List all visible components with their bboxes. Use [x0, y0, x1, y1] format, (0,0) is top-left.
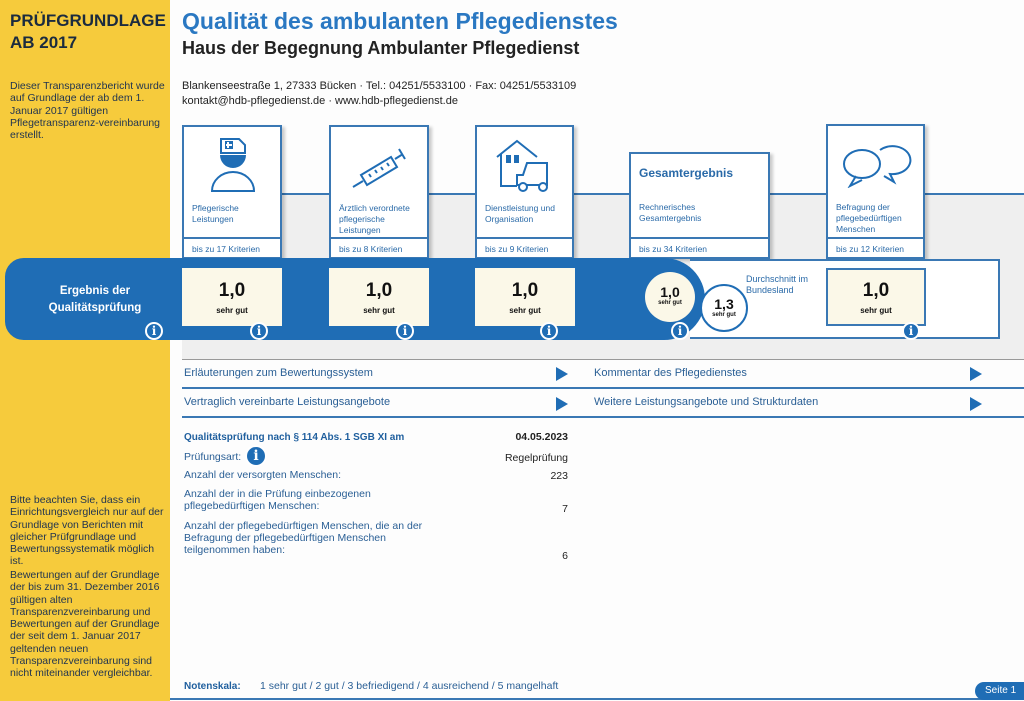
page-number-badge: Seite 1	[975, 682, 1024, 700]
card-label: Ärztlich verordnete pflegerische Leistungen	[339, 203, 410, 235]
inspection-type-value: Regelprüfung	[504, 452, 568, 464]
arrow-right-icon[interactable]	[556, 397, 568, 411]
survey-value: 6	[562, 550, 568, 562]
grade-value: 1,0	[660, 284, 680, 300]
sidebar-note: Bitte beachten Sie, dass ein Einrichtungsvergleich nur auf der Grundlage von Berichten mit gleicher Prüfgrundlage und Bewertungssystematik möglich ist.	[10, 494, 164, 568]
result-label: Ergebnis der Qualitätsprüfung	[48, 285, 142, 314]
card-befragung	[826, 124, 925, 259]
heading-line: PRÜFGRUNDLAGE	[10, 11, 166, 30]
arrow-right-icon[interactable]	[970, 397, 982, 411]
info-icon[interactable]: i	[250, 322, 268, 340]
info-icon[interactable]: i	[145, 322, 163, 340]
card-pflegerische-leistungen	[182, 125, 282, 259]
overall-grade-circle	[645, 272, 695, 322]
card-dienstleistung-organisation	[475, 125, 574, 259]
card-criteria: bis zu 12 Kriterien	[828, 237, 923, 257]
card-gesamtergebnis	[629, 152, 770, 259]
address: Blankenseestraße 1, 27333 Bücken · Tel.: 04251/5533100 · Fax: 04251/5533109	[182, 80, 577, 92]
grade-text: sehr gut	[860, 306, 892, 315]
info-icon[interactable]: i	[540, 322, 558, 340]
grade-text: sehr gut	[216, 306, 248, 315]
inspection-heading: Qualitätsprüfung nach § 114 Abs. 1 SGB XI am	[184, 432, 405, 443]
grade-box-befragung	[826, 268, 926, 326]
info-icon[interactable]: i	[245, 445, 267, 467]
grade-value: 1,0	[218, 280, 246, 301]
sidebar-heading	[10, 10, 166, 54]
syringe-icon	[349, 145, 413, 191]
grade-text: sehr gut	[363, 306, 395, 315]
link-leistungsangebote[interactable]: Vertraglich vereinbarte Leistungsangebote	[184, 396, 391, 408]
heading-line: AB 2017	[10, 33, 78, 52]
scale-label: Notenskala:	[184, 681, 241, 692]
card-label: Befragung der pflegebedürftigen Menschen	[836, 202, 902, 234]
card-criteria: bis zu 8 Kriterien	[331, 237, 427, 257]
link-kommentar[interactable]: Kommentar des Pflegedienstes	[594, 367, 747, 379]
grade-box-aerztlich	[329, 268, 429, 326]
card-criteria: bis zu 9 Kriterien	[477, 237, 572, 257]
served-label: Anzahl der versorgten Menschen:	[184, 469, 342, 481]
sidebar	[0, 0, 170, 701]
grade-text: sehr gut	[658, 300, 682, 306]
sidebar-intro: Dieser Transparenzbericht wurde auf Grundlage der ab dem 1. Januar 2017 gültigen Pflegetransparenz-vereinbarung erstellt.	[10, 80, 165, 142]
sidebar-note-2: Bewertungen auf der Grundlage der bis zum 31. Dezember 2016 gültigen alten Transparenzvereinbarung und Bewertungen auf der Grundlage der seit dem 1. Januar 2017 geltenden neuen Transparenzvereinbarung sind nicht miteinander vergleichbar.	[10, 569, 160, 680]
average-text: sehr gut	[712, 312, 736, 318]
contact: kontakt@hdb-pflegedienst.de · www.hdb-pflegedienst.de	[182, 95, 458, 107]
speech-bubbles-icon	[840, 142, 914, 188]
info-icon[interactable]: i	[396, 322, 414, 340]
info-icon[interactable]: i	[902, 322, 920, 340]
state-average-circle	[700, 284, 748, 332]
grade-value: 1,0	[511, 280, 539, 301]
footer-line	[170, 698, 1024, 700]
grade-box-pflegerische-leistungen	[182, 268, 282, 326]
grade-box-dienstleistung	[475, 268, 575, 326]
included-value: 7	[562, 503, 568, 515]
card-aerztlich-verordnete-leistungen	[329, 125, 429, 259]
divider	[182, 387, 1024, 389]
survey-label: Anzahl der pflegebedürftigen Menschen, die an der Befragung der pflegebedürftigen Menschen teilgenommen haben:	[184, 520, 423, 556]
card-title: Gesamtergebnis	[639, 166, 734, 180]
provider-name: Haus der Begegnung Ambulanter Pflegedienst	[182, 38, 580, 58]
grade-text: sehr gut	[509, 306, 541, 315]
inspection-type-label: Prüfungsart:	[184, 451, 242, 463]
arrow-right-icon[interactable]	[970, 367, 982, 381]
included-label: Anzahl der in die Prüfung einbezogenen pflegebedürftigen Menschen:	[184, 488, 371, 512]
card-criteria: bis zu 17 Kriterien	[184, 237, 280, 257]
nurse-icon	[208, 135, 258, 193]
grading-scale: 1 sehr gut / 2 gut / 3 befriedigend / 4 ausreichend / 5 mangelhaft	[260, 680, 559, 692]
link-erlaeuterungen[interactable]: Erläuterungen zum Bewertungssystem	[184, 367, 373, 379]
arrow-right-icon[interactable]	[556, 367, 568, 381]
card-label: Dienstleistung und Organisation	[485, 203, 555, 224]
info-icon[interactable]: i	[671, 322, 689, 340]
link-weitere-leistungsangebote[interactable]: Weitere Leistungsangebote und Strukturdaten	[594, 396, 819, 408]
card-criteria: bis zu 34 Kriterien	[631, 237, 768, 257]
average-label: Durchschnitt im Bundesland	[746, 274, 809, 295]
house-car-icon	[495, 137, 557, 195]
divider	[182, 416, 1024, 418]
card-label: Rechnerisches Gesamtergebnis	[639, 202, 702, 223]
card-label: Pflegerische Leistungen	[192, 203, 239, 224]
inspection-date: 04.05.2023	[515, 431, 568, 443]
grade-value: 1,0	[862, 280, 890, 301]
page-title: Qualität des ambulanten Pflegedienstes	[182, 8, 618, 34]
grade-value: 1,0	[365, 280, 393, 301]
average-value: 1,3	[714, 296, 734, 312]
served-value: 223	[550, 470, 568, 482]
